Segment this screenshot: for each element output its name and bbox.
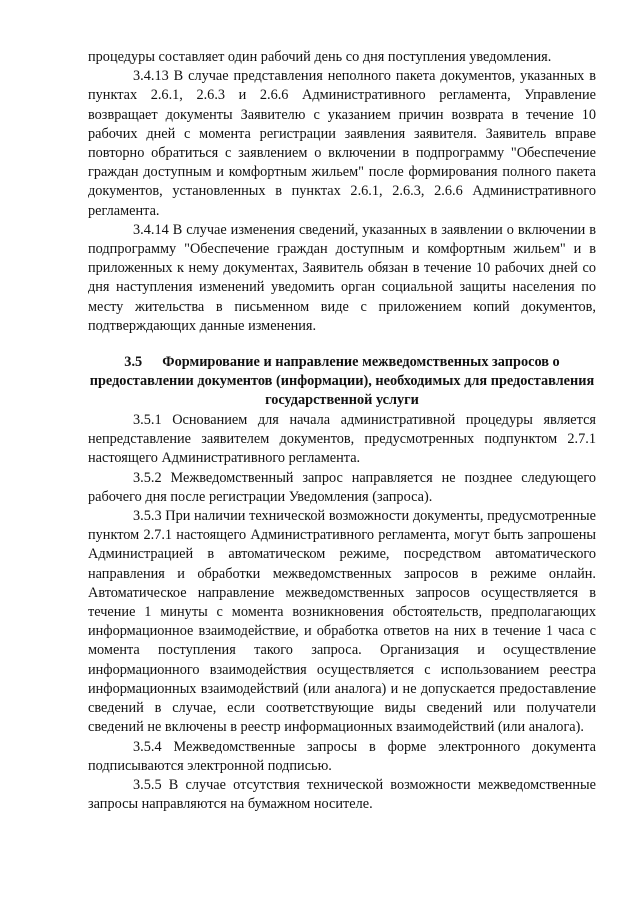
paragraph-3-4-14: 3.4.14 В случае изменения сведений, указанных в заявлении о включении в подпрограмму "Обеспечение граждан доступным и комфортным жильем" и в приложенных к нему документах, Заявитель обязан в течение 10 рабочих дней со дня наступления изменений уведомить орган социальной защиты населения по месту жительства в письменном виде с приложением копий документов, подтверждающих данные изменения. [88, 221, 596, 334]
section-number: 3.5 [124, 354, 143, 371]
section-title: Формирование и направление межведомственных запросов о предоставлении документов (информации), необходимых для предоставления государственной услуги [89, 354, 595, 409]
section-heading [88, 353, 596, 410]
paragraph-3-5-1: 3.5.1 Основанием для начала административной процедуры является непредставление заявителем документов, предусмотренных подпунктом 2.7.1 настоящего Административного регламента. [88, 412, 596, 467]
paragraph-3-4-13: 3.4.13 В случае представления неполного пакета документов, указанных в пунктах 2.6.1, 2.6.3 и 2.6.6 Административного регламента, Управление возвращает документы Заявителю с указанием причин возврата в течение 10 рабочих дней с момента регистрации заявления заявителя. Заявитель вправе повторно обратиться с заявлением о включении в подпрограмму "Обеспечение граждан доступным и комфортным жильем" после формирования полного пакета документов, установленных в пунктах 2.6.1, 2.6.3, 2.6.6 Административного регламента. [88, 68, 596, 219]
paragraph-3-5-2: 3.5.2 Межведомственный запрос направляется не позднее следующего рабочего дня после регистрации Уведомления (запроса). [88, 469, 596, 505]
paragraph-3-5-4: 3.5.4 Межведомственные запросы в форме электронного документа подписываются электронной подписью. [88, 738, 596, 774]
paragraph-continuation: процедуры составляет один рабочий день со дня поступления уведомления. [88, 49, 552, 65]
paragraph-3-5-5: 3.5.5 В случае отсутствия технической возможности межведомственные запросы направляются на бумажном носителе. [88, 776, 596, 813]
paragraph-3-5-3: 3.5.3 При наличии технической возможности документы, предусмотренные пунктом 2.7.1 настоящего Административного регламента, могут быть запрошены Администрацией в автоматическом режиме, посредством автоматического направления и обработки межведомственных запросов в режиме онлайн. Автоматическое направление межведомственных запросов осуществляется в течение 1 минуты с момента возникновения обстоятельств, предполагающих информационное взаимодействие, и обработка ответов на них в течение 1 часа с момента поступления такого запроса. Организация и осуществление информационного взаимодействия осуществляется с использованием реестра информационных взаимодействий (или аналога) и не допускается предоставление сведений в случае, если соответствующие виды сведений или получатели сведений не включены в реестр информационных взаимодействий (или аналога). [88, 508, 596, 736]
